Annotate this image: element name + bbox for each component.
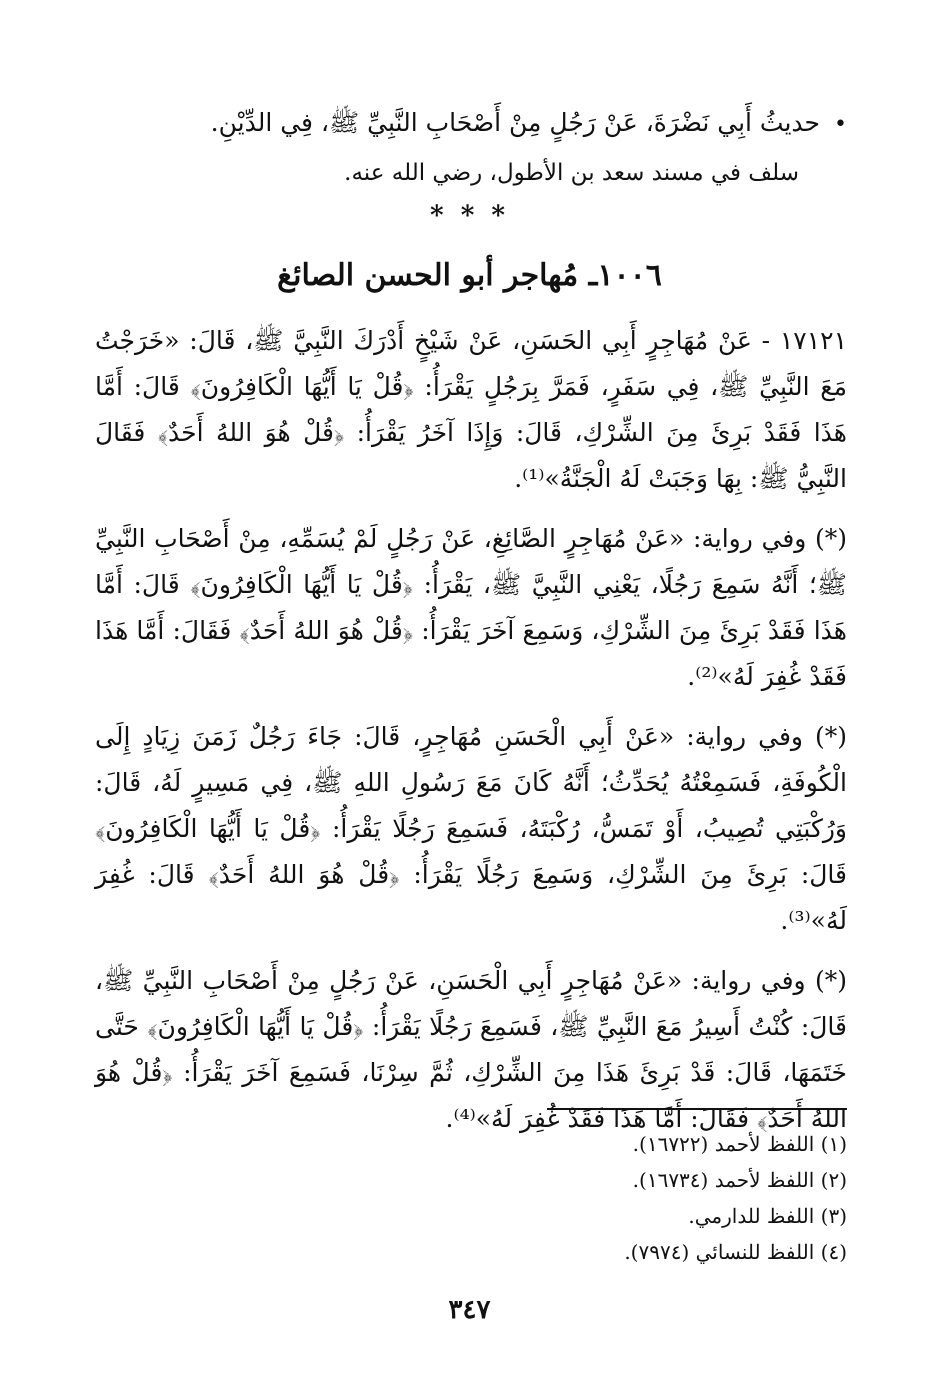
hadith-paragraph: ١٧١٢١ - عَنْ مُهَاجِرٍ أَبِي الحَسَنِ، عَنْ شَيْخٍ أَدْرَكَ النَّبِيَّ ﷺ، قَالَ: «خَرَجْتُ مَعَ النَّبِيِّ ﷺ، فِي سَفَرٍ، فَمَرَّ بِرَجُلٍ يَقْرَأُ: ﴿قُلْ يَا أَيُّهَا الْكَافِرُونَ﴾ قَالَ: أَمَّا هَذَا فَقَدْ بَرِئَ مِنَ الشِّرْكِ، قَالَ: وَإِذَا آخَرُ يَقْرَأُ: ﴿قُلْ هُوَ اللهُ أَحَدٌ﴾ فَقَالَ النَّبِيُّ ﷺ: بِهَا وَجَبَتْ لَهُ الْجَنَّةُ»⁽¹⁾.	[95, 326, 847, 493]
hadith-heading	[87, 98, 847, 150]
narration-paragraph: (*) وفي رواية: «عَنْ مُهَاجِرٍ أَبِي الْحَسَنِ، عَنْ رَجُلٍ مِنْ أَصْحَابِ النَّبِيِّ ﷺ، قَالَ: كُنْتُ أَسِيرُ مَعَ النَّبِيِّ ﷺ، فَسَمِعَ رَجُلًا يَقْرَأُ: ﴿قُلْ يَا أَيُّهَا الْكَافِرُونَ﴾ حَتَّى خَتَمَهَا، قَالَ: قَدْ بَرِئَ هَذَا مِنَ الشِّرْكِ، ثُمَّ سِرْنَا، فَسَمِعَ آخَرَ يَقْرَأُ: ﴿قُلْ هُوَ اللهُ أَحَدٌ﴾ فَقَالَ: أَمَّا هَذَا فَقَدْ غُفِرَ لَهُ»⁽⁴⁾.	[95, 966, 847, 1133]
narration-paragraph: (*) وفي رواية: «عَنْ أَبِي الْحَسَنِ مُهَاجِرٍ، قَالَ: جَاءَ رَجُلٌ زَمَنَ زِيَادٍ إِلَى الْكُوفَةِ، فَسَمِعْتُهُ يُحَدِّثُ؛ أَنَّهُ كَانَ مَعَ رَسُولِ اللهِ ﷺ، فِي مَسِيرٍ لَهُ، قَالَ: وَرُكْبَتِي تُصِيبُ، أَوْ تَمَسُّ، رُكْبَتَهُ، فَسَمِعَ رَجُلًا يَقْرَأُ: ﴿قُلْ يَا أَيُّهَا الْكَافِرُونَ﴾ قَالَ: بَرِئَ مِنَ الشِّرْكِ، وَسَمِعَ رَجُلًا يَقْرَأُ: ﴿قُلْ هُوَ اللهُ أَحَدٌ﴾ قَالَ: غُفِرَ لَهُ»⁽³⁾.	[95, 722, 847, 935]
footnote: (٢) اللفظ لأحمد (١٦٧٣٤).	[632, 1168, 847, 1192]
chapter-title: ١٠٠٦ـ مُهاجر أبو الحسن الصائغ	[277, 258, 662, 293]
page-number: ٣٤٧	[448, 1295, 491, 1325]
narration-paragraph: (*) وفي رواية: «عَنْ مُهَاجِرٍ الصَّائِغِ، عَنْ رَجُلٍ لَمْ يُسَمِّهِ، مِنْ أَصْحَابِ النَّبِيِّ ﷺ؛ أَنَّهُ سَمِعَ رَجُلًا، يَعْنِي النَّبِيَّ ﷺ، يَقْرَأُ: ﴿قُلْ يَا أَيُّهَا الْكَافِرُونَ﴾ قَالَ: أَمَّا هَذَا فَقَدْ بَرِئَ مِنَ الشِّرْكِ، وَسَمِعَ آخَرَ يَقْرَأُ: ﴿قُلْ هُوَ اللهُ أَحَدٌ﴾ فَقَالَ: أَمَّا هَذَا فَقَدْ غُفِرَ لَهُ»⁽²⁾.	[95, 524, 847, 691]
footnote: (١) اللفظ لأحمد (١٦٧٢٢).	[632, 1132, 847, 1156]
footnotes	[247, 1126, 847, 1270]
footnote-divider	[547, 1108, 847, 1110]
section-separator: * * *	[430, 201, 509, 231]
bullet-icon: •	[834, 112, 847, 137]
hadith-note: سلف في مسند سعد بن الأطول، رضي الله عنه.	[344, 160, 799, 186]
footnote: (٣) اللفظ للدارمي.	[688, 1204, 847, 1228]
footnote: (٤) اللفظ للنسائي (٧٩٧٤).	[624, 1240, 847, 1264]
main-text	[95, 318, 847, 1156]
hadith-heading-text: حديثُ أَبِي نَضْرَةَ، عَنْ رَجُلٍ مِنْ أَصْحَابِ النَّبِيِّ ﷺ، فِي الدِّيْنِ.	[210, 108, 821, 137]
